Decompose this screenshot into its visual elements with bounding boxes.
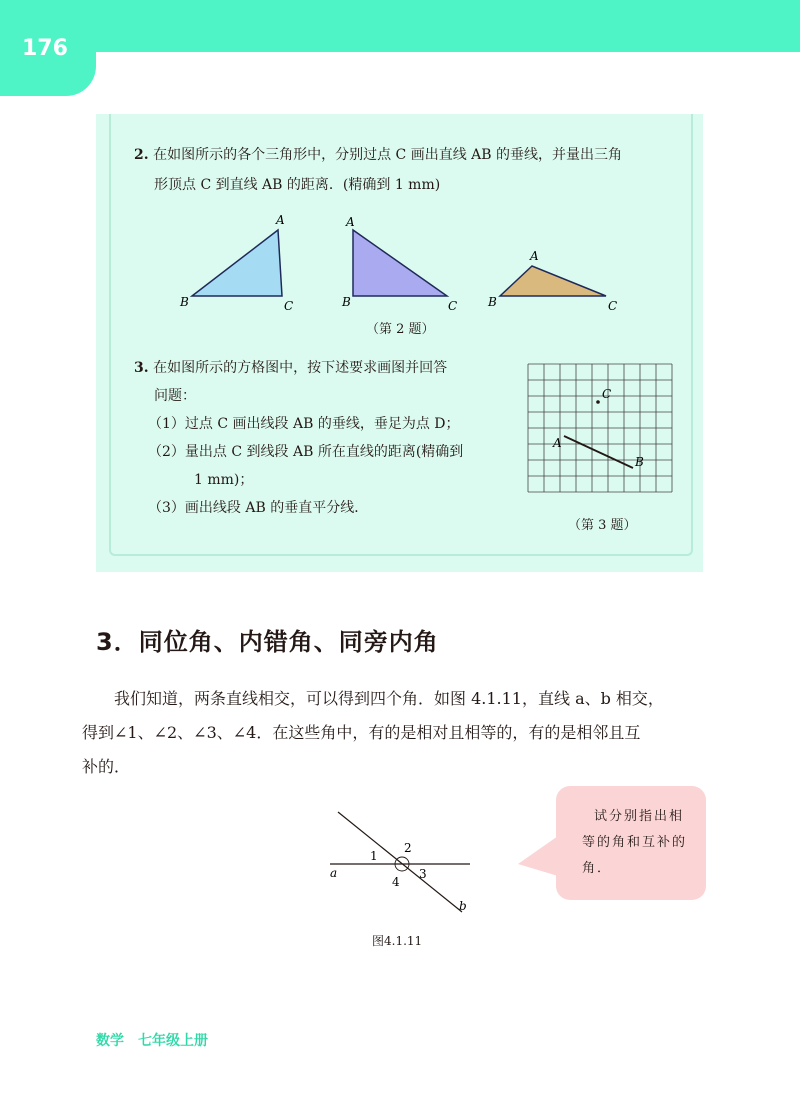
triangle-1 — [192, 230, 282, 296]
callout-line2: 等的角和互补的 — [582, 835, 688, 850]
exercise-2-caption: （第 2 题） — [366, 322, 435, 337]
tri2-label-b: B — [342, 295, 351, 309]
exercise-3-caption: （第 3 题） — [568, 518, 637, 533]
triangle-3 — [500, 266, 606, 296]
grid-label-a: A — [553, 436, 562, 450]
tri3-label-b: B — [488, 295, 497, 309]
exercise-3-line1: 在如图所示的方格图中，按下述要求画图并回答 — [153, 360, 448, 376]
callout-line3: 角． — [582, 861, 613, 876]
angle-label-1: 1 — [370, 849, 378, 863]
figure-caption: 图4.1.11 — [372, 934, 423, 948]
exercise-box — [96, 114, 703, 572]
exercise-3-item2b: 1 mm)； — [194, 472, 254, 488]
grid-label-c: C — [602, 387, 612, 401]
paragraph-line2: 得到∠1、∠2、∠3、∠4．在这些角中，有的是相对且相等的，有的是相邻且互 — [82, 723, 641, 742]
line-label-b: b — [459, 899, 467, 913]
tri1-label-a: A — [276, 213, 285, 227]
grid-label-b: B — [635, 455, 644, 469]
exercise-2-line1: 在如图所示的各个三角形中，分别过点 C 画出直线 AB 的垂线，并量出三角 — [153, 147, 622, 163]
tri3-label-c: C — [608, 299, 618, 313]
exercise-3-item1: （1）过点 C 画出线段 AB 的垂线，垂足为点 D； — [148, 416, 460, 432]
angle-label-4: 4 — [392, 875, 400, 889]
line-b — [338, 812, 462, 912]
callout-line1: 试分别指出相 — [594, 809, 685, 824]
paragraph-line3: 补的． — [82, 757, 131, 776]
body-paragraph — [82, 682, 704, 784]
callout-text — [582, 804, 694, 882]
exercise-3-item2a: （2）量出点 C 到线段 AB 所在直线的距离(精确到 — [148, 444, 464, 460]
tri2-label-c: C — [448, 299, 458, 313]
line-label-a: a — [330, 866, 338, 880]
exercise-2-line2: 形顶点 C 到直线 AB 的距离．(精确到 1 mm) — [154, 177, 441, 193]
paragraph-line1: 我们知道，两条直线相交，可以得到四个角．如图 4.1.11，直线 a、b 相交， — [114, 689, 664, 708]
triangle-2 — [353, 230, 447, 296]
angle-label-2: 2 — [404, 841, 412, 855]
figure-intersecting-lines — [320, 800, 490, 930]
exercise-2-number: 2. — [134, 147, 149, 163]
tri2-label-a: A — [346, 215, 355, 229]
tri1-label-c: C — [284, 299, 294, 313]
exercise-3-text — [134, 354, 463, 522]
footer-book-title: 数学 七年级上册 — [96, 1033, 208, 1049]
top-header-bar — [0, 0, 800, 52]
grid-lines — [528, 364, 672, 492]
exercise-3-item3: （3）画出线段 AB 的垂直平分线． — [148, 500, 369, 516]
tri3-label-a: A — [530, 249, 539, 263]
grid-point-c — [596, 400, 600, 404]
section-heading: 3．同位角、内错角、同旁内角 — [96, 628, 439, 656]
segment-ab — [564, 436, 633, 468]
tri1-label-b: B — [180, 295, 189, 309]
exercise-3-number: 3. — [134, 360, 149, 376]
angle-label-3: 3 — [419, 867, 427, 881]
exercise-3-line2: 问题： — [154, 388, 196, 404]
exercise-3-grid — [526, 362, 676, 508]
page-number: 176 — [22, 36, 68, 61]
